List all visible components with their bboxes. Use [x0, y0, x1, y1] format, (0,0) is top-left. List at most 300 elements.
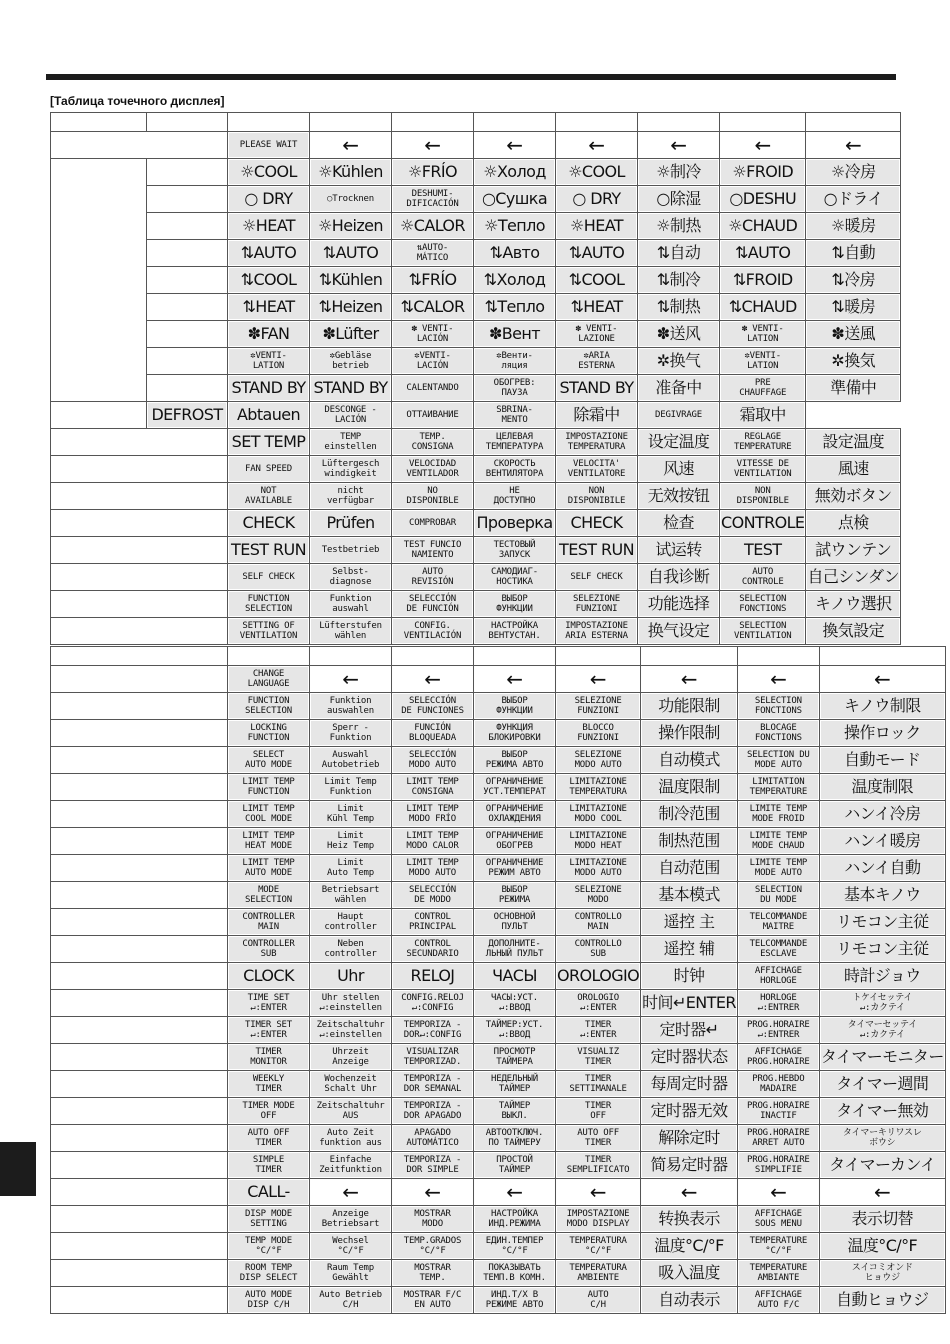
display-cell: [819, 801, 945, 828]
display-text: ⇅HEAT: [557, 295, 636, 319]
display-cell: [819, 909, 945, 936]
display-cell: [556, 321, 638, 348]
display-text: Uhr stellen ↵:einstellen: [311, 991, 390, 1015]
header-cell: [310, 113, 392, 132]
display-cell: [638, 483, 720, 510]
display-cell: [806, 159, 901, 186]
display-cell: [474, 321, 556, 348]
display-text: ⇅AUTO- MÁTICO: [393, 241, 472, 265]
display-text: ПОКАЗЫВАТЬ ТЕМП.В КОМН.: [475, 1261, 554, 1285]
display-cell: [392, 456, 474, 483]
display-text: ←: [680, 667, 698, 691]
row-label-cell: [51, 1125, 228, 1152]
display-text: ☼Kühlen: [311, 160, 390, 184]
display-text: ✽ VENTI- LATION: [721, 322, 804, 346]
display-cell: [392, 564, 474, 591]
display-text: IMPOSTAZIONE ARIA ESTERNA: [557, 619, 636, 643]
display-cell: [474, 348, 556, 375]
display-text: ←: [342, 133, 359, 157]
row-label-cell: [147, 348, 228, 375]
display-cell: [556, 429, 638, 456]
display-cell: [641, 1152, 738, 1179]
display-text: ☼制冷: [639, 160, 718, 184]
group-label-cell: [51, 510, 228, 537]
display-text: TIMER MODE OFF: [229, 1099, 308, 1123]
display-text: ✲換気: [807, 349, 899, 373]
display-text: TEMP MODE °C/°F: [229, 1234, 308, 1258]
display-cell: [228, 564, 310, 591]
display-cell: [474, 510, 556, 537]
display-cell: [638, 429, 720, 456]
display-text: TIMER SETTIMANALE: [557, 1072, 639, 1096]
display-cell: [228, 429, 310, 456]
display-text: SELEZIONE MODO AUTO: [557, 748, 639, 772]
display-cell: [310, 591, 392, 618]
display-text: PROG.HORAIRE ↵:ENTRER: [739, 1018, 818, 1042]
display-cell: [737, 1233, 819, 1260]
display-text: STAND BY: [311, 376, 390, 400]
group-label-cell: [51, 564, 228, 591]
display-cell: [556, 375, 638, 402]
display-cell: [228, 801, 310, 828]
display-cell: [720, 510, 806, 537]
display-text: FUNCIÓN BLOQUEADA: [393, 721, 472, 745]
display-text: CONTROL PRINCIPAL: [393, 910, 472, 934]
display-cell: [556, 828, 641, 855]
display-cell: [737, 693, 819, 720]
table-row: [51, 1098, 946, 1125]
display-cell: [737, 936, 819, 963]
display-text: ⇅制冷: [639, 268, 718, 292]
display-cell: [638, 240, 720, 267]
display-cell: [392, 348, 474, 375]
display-cell: [392, 855, 474, 882]
display-cell: [819, 1206, 945, 1233]
display-text: 基本キノウ: [821, 883, 944, 907]
display-cell: [720, 564, 806, 591]
display-cell: [556, 1152, 641, 1179]
table-row: [51, 801, 946, 828]
display-text: SELECTION FONCTIONS: [721, 592, 804, 616]
display-cell: [819, 1125, 945, 1152]
display-text: СКОРОСТЬ ВЕНТИЛЯТОРА: [475, 457, 554, 481]
display-cell: [720, 159, 806, 186]
display-cell: [228, 963, 310, 990]
row-label-cell: [51, 774, 228, 801]
display-cell: [641, 1071, 738, 1098]
display-cell: [556, 132, 638, 159]
display-text: STAND BY: [229, 376, 308, 400]
display-text: Raum Temp Gewählt: [311, 1261, 390, 1285]
display-cell: [720, 375, 806, 402]
row-label-cell: [147, 321, 228, 348]
display-cell: [720, 402, 806, 429]
group-label-cell: [51, 537, 228, 564]
display-text: ←: [589, 1180, 607, 1204]
row-label-cell: [51, 963, 228, 990]
display-cell: [310, 774, 392, 801]
display-text: 试运转: [639, 538, 718, 562]
display-text: ☼COOL: [229, 160, 308, 184]
display-text: CALL-: [229, 1180, 308, 1204]
display-cell: [556, 483, 638, 510]
display-text: AUTO C/H: [557, 1288, 639, 1312]
display-cell: [641, 1044, 738, 1071]
display-cell: [556, 348, 638, 375]
display-cell: [474, 1044, 556, 1071]
display-cell: [228, 720, 310, 747]
display-cell: [819, 882, 945, 909]
table-row: [51, 693, 946, 720]
display-text: AUTO MODE DISP C/H: [229, 1288, 308, 1312]
display-text: 時計ジョウ: [821, 964, 944, 988]
display-cell: [474, 213, 556, 240]
display-cell: [228, 132, 310, 159]
display-text: TIMER SEMPLIFICATO: [557, 1153, 639, 1177]
display-text: SIMPLE TIMER: [229, 1153, 308, 1177]
display-cell: [474, 294, 556, 321]
display-cell: [556, 801, 641, 828]
display-text: CONTROLLER SUB: [229, 937, 308, 961]
display-text: CONFIG.RELOJ ↵:CONFIG: [393, 991, 472, 1015]
display-text: 自动模式: [642, 748, 736, 772]
display-cell: [310, 1044, 392, 1071]
row-label-cell: [51, 747, 228, 774]
display-cell: [392, 1179, 474, 1206]
display-cell: [228, 1044, 310, 1071]
display-cell: [228, 1260, 310, 1287]
table-row: [51, 240, 901, 267]
display-text: LIMITAZIONE TEMPERATURA: [557, 775, 639, 799]
display-cell: [737, 666, 819, 693]
row-label-cell: [51, 855, 228, 882]
group-label-cell: [51, 591, 228, 618]
display-text: ☼FROID: [721, 160, 804, 184]
display-text: Wochenzeit Schalt Uhr: [311, 1072, 390, 1096]
display-cell: [228, 1233, 310, 1260]
display-cell: [228, 159, 310, 186]
display-cell: [228, 456, 310, 483]
table-row: [51, 321, 901, 348]
display-cell: [556, 294, 638, 321]
display-cell: [228, 1125, 310, 1152]
display-text: SELECTION DU MODE AUTO: [739, 748, 818, 772]
table-row: [51, 456, 901, 483]
display-text: AFFICHAGE AUTO F/C: [739, 1288, 818, 1312]
display-text: 功能选择: [639, 592, 718, 616]
display-text: ТАЙМЕР ВЫКЛ.: [475, 1099, 554, 1123]
row-label-cell: [147, 159, 228, 186]
display-text: ←: [424, 133, 441, 157]
display-text: 简易定时器: [642, 1153, 736, 1177]
display-cell: [228, 747, 310, 774]
display-cell: [310, 963, 392, 990]
display-text: Проверка: [475, 511, 554, 535]
display-cell: [806, 186, 901, 213]
row-label-cell: [51, 666, 228, 693]
row-label-cell: [51, 990, 228, 1017]
display-cell: [641, 1098, 738, 1125]
display-text: 遥控 辅: [642, 937, 736, 961]
display-cell: [819, 720, 945, 747]
display-text: FAN SPEED: [229, 457, 308, 481]
display-text: Uhr: [311, 964, 390, 988]
display-text: TEST FUNCIO NAMIENTO: [393, 538, 472, 562]
header-cell: [638, 113, 720, 132]
display-text: TEMP. CONSIGNA: [393, 430, 472, 454]
display-text: Limit Auto Temp: [311, 856, 390, 880]
display-cell: [392, 375, 474, 402]
display-text: APAGADO AUTOMÁTICO: [393, 1126, 472, 1150]
display-cell: [310, 828, 392, 855]
display-cell: [474, 1260, 556, 1287]
display-cell: [556, 882, 641, 909]
display-cell: [641, 990, 738, 1017]
header-cell: [737, 647, 819, 666]
display-text: NO DISPONIBLE: [393, 484, 472, 508]
display-cell: [638, 537, 720, 564]
display-text: 每周定时器: [642, 1072, 736, 1096]
display-text: ИНД.Т/Х В РЕЖИМЕ АВТО: [475, 1288, 554, 1312]
header-cell: [51, 113, 147, 132]
display-text: LIMITAZIONE MODO COOL: [557, 802, 639, 826]
header-cell: [392, 647, 474, 666]
display-text: TIME SET ↵:ENTER: [229, 991, 308, 1015]
display-cell: [474, 618, 556, 645]
display-text: SELECTION FONCTIONS: [739, 694, 818, 718]
display-cell: [556, 456, 638, 483]
display-cell: [806, 537, 901, 564]
display-text: タイマーキリワスレ ボウシ: [821, 1126, 944, 1150]
header-cell: [51, 647, 228, 666]
display-cell: [392, 801, 474, 828]
display-text: CHECK: [557, 511, 636, 535]
display-cell: [228, 909, 310, 936]
display-text: CONTROL SECUNDARIO: [393, 937, 472, 961]
top-rule: [46, 74, 896, 80]
display-cell: [720, 429, 806, 456]
display-text: TEMP einstellen: [311, 430, 390, 454]
display-text: ✽送风: [639, 322, 718, 346]
display-text: 无效按钮: [639, 484, 718, 508]
display-text: ○DESHU: [721, 187, 804, 211]
display-text: ✲VENTI- LACIÓN: [393, 349, 472, 373]
table-row: [51, 1179, 946, 1206]
display-cell: [310, 618, 392, 645]
display-cell: [474, 591, 556, 618]
display-cell: [228, 693, 310, 720]
display-cell: [556, 1125, 641, 1152]
display-cell: [641, 693, 738, 720]
display-cell: [392, 1233, 474, 1260]
display-cell: [228, 774, 310, 801]
display-text: ЧАСЫ:УСТ. ↵:ВВОД: [475, 991, 554, 1015]
display-cell: [737, 1017, 819, 1044]
display-text: CONTROLE: [721, 511, 804, 535]
display-text: PROG.HEBDO MADAIRE: [739, 1072, 818, 1096]
display-cell: [228, 510, 310, 537]
display-text: ⇅HEAT: [229, 295, 308, 319]
table-row: [51, 747, 946, 774]
display-cell: [310, 510, 392, 537]
display-text: Limit Kühl Temp: [311, 802, 390, 826]
header-cell: [474, 113, 556, 132]
display-cell: [819, 1233, 945, 1260]
display-text: SELF CHECK: [229, 565, 308, 589]
display-text: Auto Betrieb C/H: [311, 1288, 390, 1312]
display-text: NON DISPONIBLE: [721, 484, 804, 508]
display-text: ЕДИН.ТЕМПЕР °C/°F: [475, 1234, 554, 1258]
display-cell: [474, 132, 556, 159]
display-text: ←: [342, 1180, 359, 1204]
display-cell: [737, 990, 819, 1017]
display-cell: [556, 1044, 641, 1071]
display-text: TEMPORIZA - DOR SEMANAL: [393, 1072, 472, 1096]
display-cell: [819, 666, 945, 693]
display-text: TEMPERATURA °C/°F: [557, 1234, 639, 1258]
display-text: DEFROST: [148, 403, 226, 427]
display-text: AUTO OFF TIMER: [229, 1126, 308, 1150]
display-cell: [474, 483, 556, 510]
display-text: Testbetrieb: [311, 538, 390, 562]
display-cell: [392, 1044, 474, 1071]
display-cell: [310, 402, 392, 429]
display-text: DESCONGE - LACIÓN: [311, 403, 390, 427]
display-text: 点検: [807, 511, 899, 535]
display-cell: [310, 747, 392, 774]
display-cell: [720, 267, 806, 294]
display-text: ⇅Тепло: [475, 295, 554, 319]
display-cell: [310, 240, 392, 267]
row-label-cell: [51, 402, 147, 429]
display-text: ☼HEAT: [557, 214, 636, 238]
display-cell: [310, 720, 392, 747]
display-text: LIMIT TEMP COOL MODE: [229, 802, 308, 826]
display-text: IMPOSTAZIONE MODO DISPLAY: [557, 1207, 639, 1231]
display-cell: [641, 1125, 738, 1152]
display-text: ハンイ冷房: [821, 802, 944, 826]
display-cell: [556, 1260, 641, 1287]
display-text: LIMIT TEMP FUNCTION: [229, 775, 308, 799]
display-text: ○除湿: [639, 187, 718, 211]
display-text: タイマーセッテイ ↵:カクテイ: [821, 1018, 944, 1042]
display-cell: [638, 618, 720, 645]
display-text: WEEKLY TIMER: [229, 1072, 308, 1096]
display-cell: [556, 774, 641, 801]
display-text: NOT AVAILABLE: [229, 484, 308, 508]
display-cell: [310, 666, 392, 693]
row-label-cell: [51, 1152, 228, 1179]
row-label-cell: [147, 240, 228, 267]
display-text: ⇅COOL: [229, 268, 308, 292]
display-text: SELECCIÓN DE MODO: [393, 883, 472, 907]
display-text: SELECTION VENTILATION: [721, 619, 804, 643]
side-tab: [0, 1142, 36, 1196]
display-cell: [806, 294, 901, 321]
display-text: Betriebsart wählen: [311, 883, 390, 907]
display-text: TEST RUN: [229, 538, 308, 562]
display-text: ☼制热: [639, 214, 718, 238]
display-cell: [392, 186, 474, 213]
table-row: [51, 132, 901, 159]
group-label-cell: [51, 456, 228, 483]
display-cell: [474, 240, 556, 267]
display-cell: [819, 1152, 945, 1179]
display-cell: [228, 186, 310, 213]
display-text: SELEZIONE FUNZIONI: [557, 592, 636, 616]
row-label-cell: [51, 1260, 228, 1287]
display-text: 自動モード: [821, 748, 944, 772]
display-text: ○ DRY: [557, 187, 636, 211]
display-text: 操作限制: [642, 721, 736, 745]
display-cell: [474, 375, 556, 402]
display-cell: [392, 1260, 474, 1287]
display-text: OROLOGIO: [557, 964, 639, 988]
display-text: Prüfen: [311, 511, 390, 535]
display-text: Funktion auswahlen: [311, 694, 390, 718]
group-label-cell: [51, 618, 228, 645]
display-text: ДОПОЛНИТЕ- ЛЬНЫЙ ПУЛЬТ: [475, 937, 554, 961]
display-text: ✲ARIA ESTERNA: [557, 349, 636, 373]
display-cell: [720, 483, 806, 510]
display-cell: [638, 348, 720, 375]
display-text: ☼HEAT: [229, 214, 308, 238]
display-text: ⇅COOL: [557, 268, 636, 292]
table-row: [51, 429, 901, 456]
display-text: ←: [874, 667, 891, 691]
display-cell: [228, 321, 310, 348]
display-cell: [556, 1071, 641, 1098]
display-cell: [474, 267, 556, 294]
display-text: 温度°C/°F: [642, 1234, 736, 1258]
display-cell: [556, 720, 641, 747]
display-text: ☼Heizen: [311, 214, 390, 238]
display-text: トケイセッテイ ↵:カクテイ: [821, 991, 944, 1015]
display-text: ←: [844, 133, 862, 157]
display-cell: [392, 909, 474, 936]
display-cell: [310, 1152, 392, 1179]
display-cell: [638, 159, 720, 186]
display-text: LIMIT TEMP MODO AUTO: [393, 856, 472, 880]
display-cell: [228, 348, 310, 375]
display-cell: [720, 618, 806, 645]
display-cell: [556, 240, 638, 267]
display-cell: [310, 1071, 392, 1098]
table-row: [51, 909, 946, 936]
display-text: ОСНОВНОЙ ПУЛЬТ: [475, 910, 554, 934]
display-cell: [737, 1152, 819, 1179]
display-cell: [806, 321, 901, 348]
display-cell: [310, 693, 392, 720]
display-cell: [310, 1233, 392, 1260]
display-text: 风速: [639, 457, 718, 481]
display-cell: [556, 1017, 641, 1044]
display-cell: [228, 591, 310, 618]
display-text: Sperr - Funktion: [311, 721, 390, 745]
display-text: НАСТРОЙКА ИНД.РЕЖИМА: [475, 1207, 554, 1231]
display-text: НАСТРОЙКА ВЕНТУСТАН.: [475, 619, 554, 643]
display-text: ВЫБОР ФУНКЦИИ: [475, 694, 554, 718]
table-row: [51, 963, 946, 990]
display-cell: [638, 402, 720, 429]
display-cell: [228, 855, 310, 882]
display-cell: [310, 294, 392, 321]
display-cell: [641, 774, 738, 801]
display-cell: [310, 159, 392, 186]
display-text: PROG.HORAIRE ARRET AUTO: [739, 1126, 818, 1150]
display-text: SELF CHECK: [557, 565, 636, 589]
table-row: [51, 666, 946, 693]
